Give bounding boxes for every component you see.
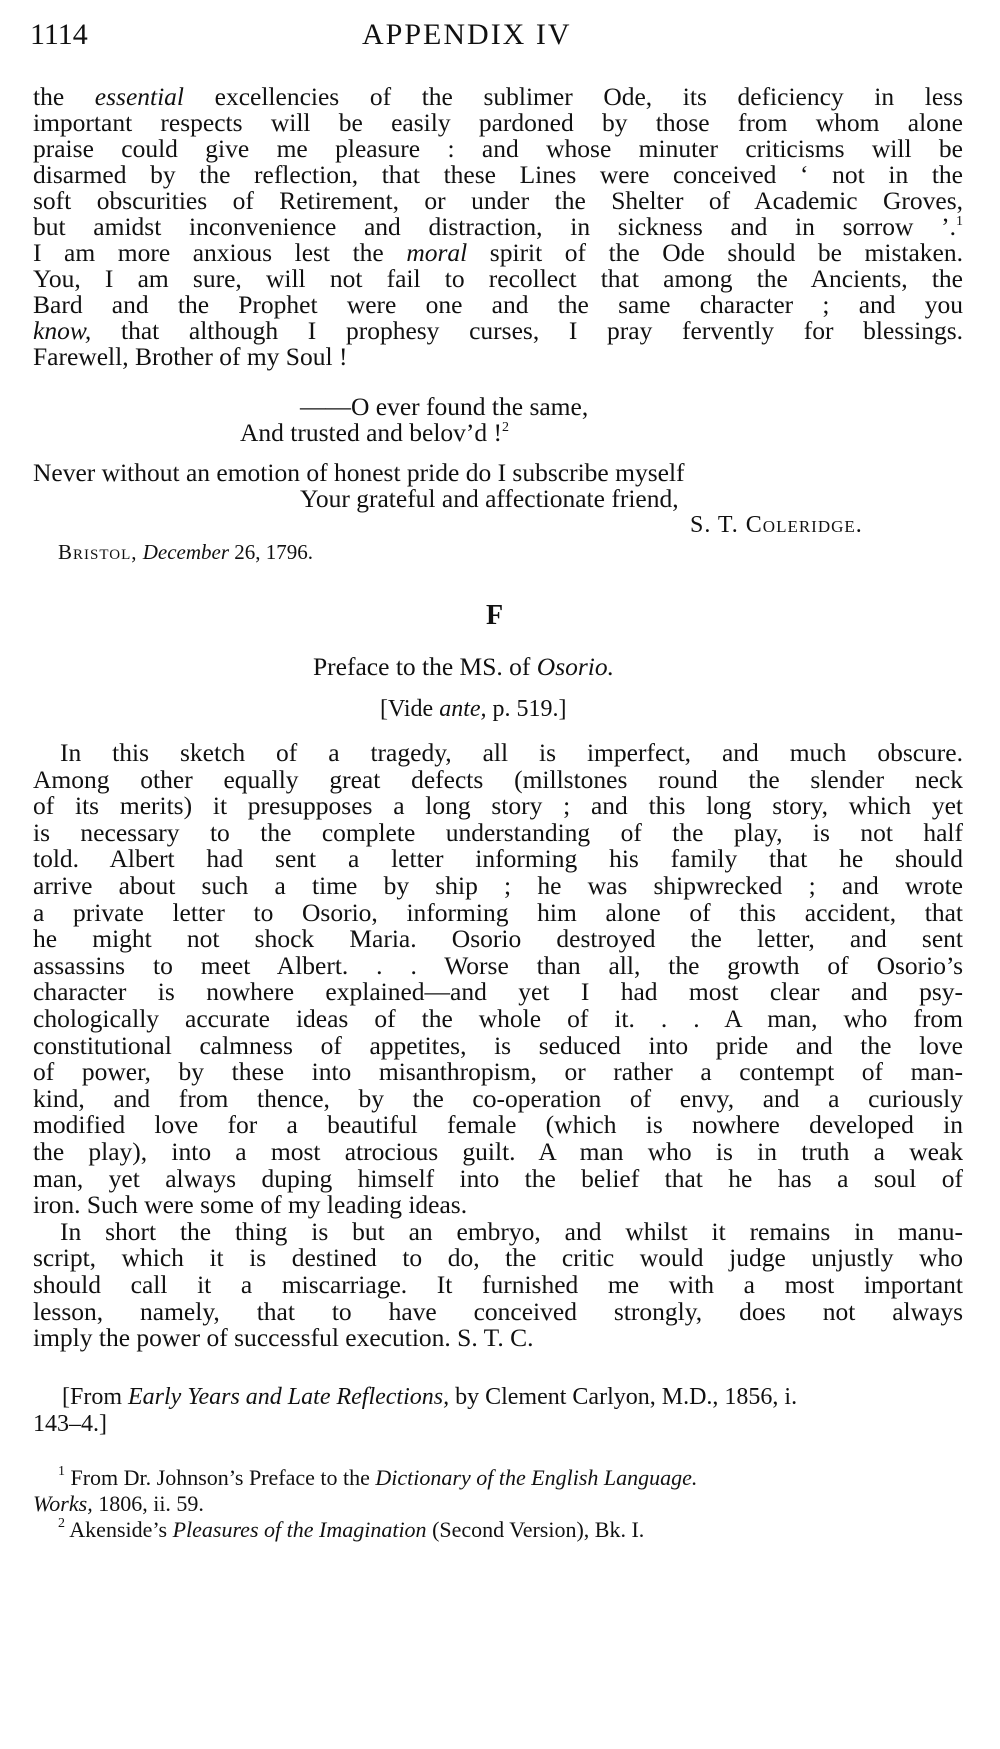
letter-line-5: soft obscurities of Retirement, or under the Shelter of Academic Groves, [33,186,963,215]
preface-line: iron. Such were some of my leading ideas. [33,1190,468,1220]
verse-line-2: And trusted and belov’d !$^2$ [240,418,510,447]
letter-line-8: You, I am sure, will not fail to recollect that among the Ancients, the [33,264,963,293]
section-title: Preface to the MS. of Osorio. [313,652,615,681]
preface-line: script, which it is destined to do, the critic would judge unjustly who [33,1243,963,1273]
preface-line: arrive about such a time by ship ; he was shipwrecked ; and wrote [33,871,963,900]
preface-line: In short the thing is but an embryo, and whilst it remains in manu- [60,1216,963,1246]
running-title: APPENDIX IV [362,18,572,51]
signature: S. T. Coleridge. [690,512,863,538]
preface-line: should call it a miscarriage. It furnished me with a most important [33,1270,963,1299]
footnote-1: $^1$ From Dr. Johnson’s Preface to the Dictionary of the English Language. [58,1464,698,1490]
preface-line: kind, and from thence, by the co-operation of envy, and a curiously [33,1083,963,1113]
place-date: Bristol, December 26, 1796. [58,540,314,564]
footnote-ref-2: 2 [502,420,510,435]
letter-line-10: know, that although I prophesy curses, I pray fervently for blessings. [33,316,963,345]
footnote-1-cont: Works, 1806, ii. 59. [33,1491,204,1516]
preface-line: of power, by these into misanthropism, or rather a contempt of man- [33,1057,963,1087]
letter-line-11: Farewell, Brother of my Soul ! [33,342,348,371]
letter-line-6: but amidst inconvenience and distraction, in sickness and in sorrow ’.$^1$ [33,212,963,241]
preface-line: In this sketch of a tragedy, all is imperfect, and much obscure. [60,738,963,767]
preface-line: the play), into a most atrocious guilt. A man who is in truth a weak [33,1137,963,1166]
preface-line: Among other equally great defects (millstones round the slender neck [33,764,963,794]
preface-line: man, yet always duping himself into the belief that he has a soul of [33,1163,963,1193]
section-reference: [Vide ante, p. 519.] [380,696,567,722]
preface-line: lesson, namely, that to have conceived strongly, does not always [33,1296,963,1326]
footnote-ref-1: 1 [956,214,963,229]
preface-line: a private letter to Osorio, informing him alone of this accident, that [33,897,963,927]
letter-line-4: disarmed by the reflection, that these Lines were conceived ‘ not in the [33,160,963,189]
preface-line: of its merits) it presupposes a long story ; and this long story, which yet [33,791,963,821]
letter-line-9: Bard and the Prophet were one and the same character ; and you [33,290,963,319]
source-citation-line-2: 143–4.] [33,1411,107,1437]
letter-line-1: the essential excellencies of the sublimer Ode, its deficiency in less [33,82,963,111]
preface-line: chologically accurate ideas of the whole of it. . . A man, who from [33,1004,963,1033]
preface-line: imply the power of successful execution. S. T. C. [33,1323,534,1353]
preface-line: modified love for a beautiful female (which is nowhere developed in [33,1110,963,1140]
preface-line: constitutional calmness of appetites, is seduced into pride and the love [33,1030,963,1060]
footnote-2: $^2$ Akenside’s Pleasures of the Imagination (Second Version), Bk. I. [58,1516,645,1542]
preface-line: he might not shock Maria. Osorio destroyed the letter, and sent [33,924,963,954]
closing-friend: Your grateful and affectionate friend, [300,484,679,513]
preface-line: told. Albert had sent a letter informing his family that he should [33,844,963,874]
letter-line-3: praise could give me pleasure : and whose minuter criticisms will be [33,134,963,163]
preface-line: is necessary to the complete understanding of the play, is not half [33,817,963,847]
letter-line-7: I am more anxious lest the moral spirit of the Ode should be mistaken. [33,238,963,267]
page-number: 1114 [30,18,88,51]
preface-line: assassins to meet Albert. . . Worse than all, the growth of Osorio’s [33,950,963,980]
verse-line-1: ——O ever found the same, [300,392,589,421]
section-letter: F [486,600,504,631]
preface-line: character is nowhere explained—and yet I had most clear and psy- [33,977,963,1007]
closing-line: Never without an emotion of honest pride do I subscribe myself [33,458,685,487]
letter-line-2: important respects will be easily pardoned by those from whom alone [33,108,963,137]
source-citation-line-1: [From Early Years and Late Reflections, by Clement Carlyon, M.D., 1856, i. [62,1384,798,1410]
